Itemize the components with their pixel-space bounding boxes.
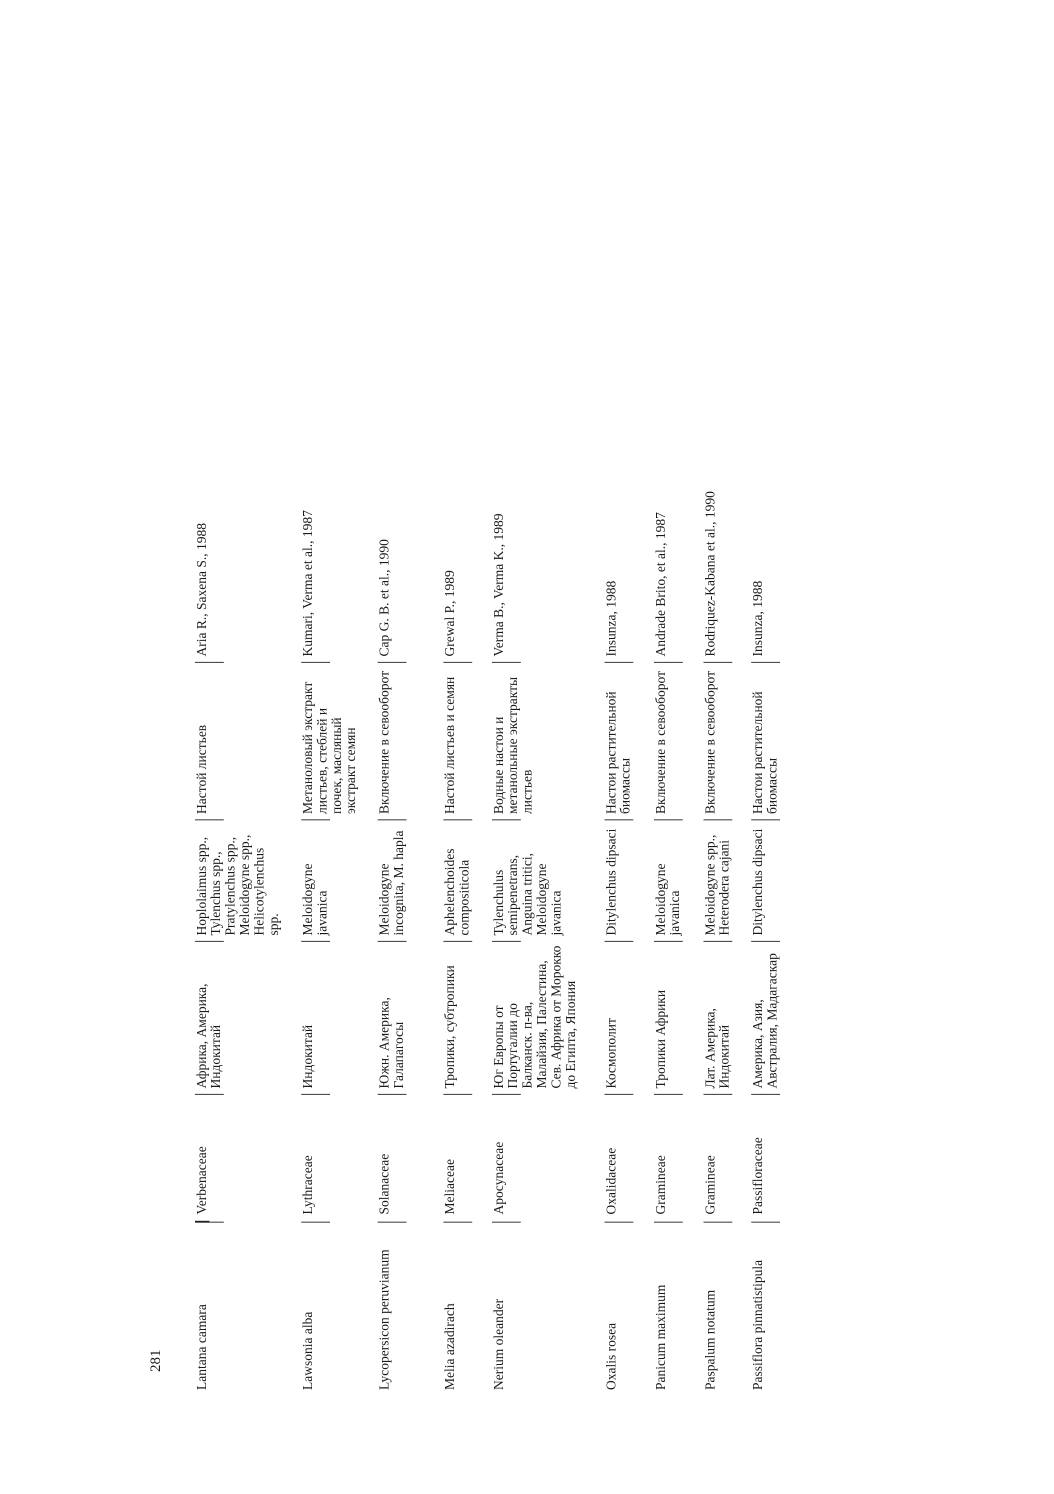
column-separator <box>492 941 521 942</box>
distribution: Индокитай <box>301 1024 316 1089</box>
reference: Cap G. B. et al., 1990 <box>377 539 393 657</box>
plant-name: Melia azadirach <box>443 1303 458 1390</box>
column-separator <box>605 819 634 820</box>
column-separator <box>195 1094 224 1095</box>
column-separator <box>301 819 330 820</box>
reference: Kumari, Verma et al., 1987 <box>301 510 316 657</box>
plant-family: Lythraceae <box>301 1155 316 1215</box>
plant-name: Panicum maximum <box>654 1284 669 1390</box>
column-separator <box>704 1094 733 1095</box>
application-method: Настой листьев и семян <box>443 676 458 814</box>
column-separator <box>378 941 407 942</box>
column-separator <box>378 819 407 820</box>
reference: Andrade Brito, et al., 1987 <box>654 512 669 657</box>
reference: Grewal P., 1989 <box>443 570 458 657</box>
column-rule <box>195 1221 807 1222</box>
distribution: Лат. Америка, Индокитай <box>703 1008 733 1089</box>
column-separator <box>751 662 780 663</box>
nematodes: Meloidogyne javanica <box>654 863 683 936</box>
reference: Aria R., Saxena S., 1988 <box>195 523 210 657</box>
column-separator <box>704 941 733 942</box>
plant-name: Passiflora pinnatistipula <box>751 1259 766 1390</box>
application-method: Включение в севооборот <box>654 670 669 814</box>
nematodes: Ditylenchus dipsaci <box>751 828 766 936</box>
column-separator <box>492 1094 521 1095</box>
plant-family: Gramineae <box>703 1155 718 1215</box>
column-separator <box>751 819 780 820</box>
column-separator <box>654 819 683 820</box>
plant-family: Oxalidaceae <box>604 1147 619 1215</box>
column-separator <box>704 662 733 663</box>
column-separator <box>195 819 224 820</box>
column-separator <box>443 1094 472 1095</box>
plant-family: Passifloraceae <box>751 1137 766 1215</box>
distribution: Юг Европы от Португалии до Балканск. п-ва, Малайзия, Палестина, Сев. Африка от Морокко до Египта, Япония <box>492 945 579 1089</box>
plant-name: Paspalum notatum <box>703 1289 718 1390</box>
plant-family: Solanaceae <box>377 1153 393 1215</box>
column-separator <box>443 662 472 663</box>
reference: Insunza, 1988 <box>604 580 619 657</box>
page-number: 281 <box>148 1349 164 1372</box>
column-separator <box>378 1094 407 1095</box>
nematodes: Tylenchulus semipenetrans, Anguina tritici, Meloidogyne javanica <box>492 853 564 936</box>
column-separator <box>492 662 521 663</box>
reference: Rodriquez-Kabana et al., 1990 <box>703 491 718 657</box>
column-separator <box>195 941 224 942</box>
reference: Insunza, 1988 <box>751 580 766 657</box>
application-method: Водные настои и метанольные экстракты листьев <box>492 676 536 814</box>
column-separator <box>751 1094 780 1095</box>
column-separator <box>301 941 330 942</box>
column-separator <box>195 662 224 663</box>
distribution: Тропики, субтропики <box>443 965 458 1089</box>
column-separator <box>443 819 472 820</box>
column-separator <box>751 941 780 942</box>
plant-name: Nerium oleander <box>492 1298 507 1390</box>
application-method: Метаноловый экстракт листьев, стеблей и почек, масляный экстракт семян <box>301 681 359 814</box>
plant-family: Gramineae <box>654 1155 669 1215</box>
nematodes: Meloidogyne spp., Heterodera cajani <box>703 834 733 936</box>
plant-family: Meliaceae <box>443 1159 458 1215</box>
application-method: Включение в севооборот <box>377 670 393 814</box>
distribution: Тропики Африки <box>654 989 669 1089</box>
column-separator <box>301 662 330 663</box>
reference: Verma B., Verma K., 1989 <box>492 513 507 657</box>
distribution: Африка, Америка, Индокитай <box>195 983 224 1089</box>
distribution: Южн. Америка, Галапагосы <box>377 997 407 1089</box>
column-separator <box>654 662 683 663</box>
plant-name: Lawsonia alba <box>301 1311 316 1390</box>
column-separator <box>605 941 634 942</box>
distribution: Космополит <box>604 1018 619 1089</box>
plant-name: Lantana camara <box>195 1304 210 1390</box>
nematodes: Hoplolaimus spp., Tylenchus spp., Pratylenchus spp., Meloidogyne spp., Helicotylenchus spp. <box>195 834 282 936</box>
column-separator <box>492 819 521 820</box>
plant-name: Lycopersicon peruvianum <box>377 1249 393 1390</box>
nematodes: Ditylenchus dipsaci <box>604 828 619 936</box>
application-method: Настои растительной биомассы <box>604 691 634 814</box>
plant-family: Apocynaceae <box>492 1141 507 1215</box>
nematodes: Meloidogyne javanica <box>301 863 330 936</box>
application-method: Настои растительной биомассы <box>751 691 780 814</box>
nematodes: Meloidogyne incognita, M. hapla <box>377 830 407 936</box>
rotated-table <box>195 310 807 1390</box>
plant-name: Oxalis rosea <box>604 1322 619 1390</box>
column-separator <box>443 941 472 942</box>
column-separator <box>301 1094 330 1095</box>
column-separator <box>654 941 683 942</box>
column-separator <box>605 662 634 663</box>
application-method: Включение в севооборот <box>703 670 718 814</box>
column-separator <box>654 1094 683 1095</box>
nematodes: Aphelenchoides compositicola <box>443 848 473 936</box>
plant-family: Verbenaceae <box>195 1146 210 1215</box>
column-separator <box>378 662 407 663</box>
column-separator <box>605 1094 634 1095</box>
column-separator <box>704 819 733 820</box>
application-method: Настой листьев <box>195 724 210 814</box>
distribution: Америка, Азия, Австралия, Мадагаскар <box>751 953 780 1089</box>
